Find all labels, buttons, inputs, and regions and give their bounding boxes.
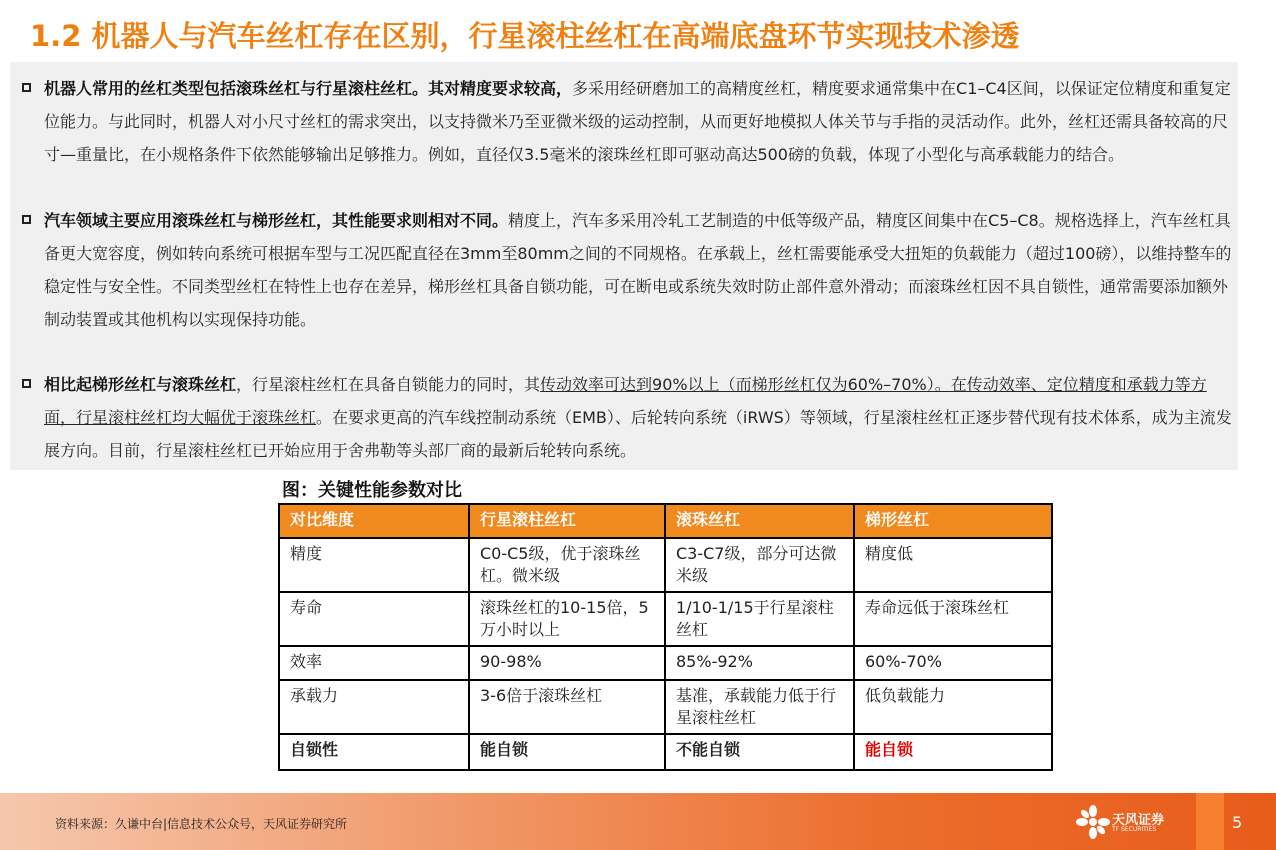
- flower-logo-icon: [1076, 805, 1110, 839]
- table-header-cell: 对比维度: [279, 504, 469, 538]
- logo-name: 天风证券: [1112, 813, 1165, 828]
- table-cell: 承载力: [279, 680, 469, 734]
- table-cell: 自锁性: [279, 734, 469, 770]
- bullet-compare-underline: 传动效率可达到90%以上（而梯形丝杠仅为60%–70%）。在传动效率、定位精度和承载力等方面，行星滚柱丝杠均大幅优于滚珠丝杠: [44, 375, 1207, 427]
- table-cell: 90-98%: [469, 646, 665, 680]
- table-cell: 不能自锁: [665, 734, 854, 770]
- table-cell: 寿命远低于滚珠丝杠: [854, 592, 1052, 646]
- table-cell: 效率: [279, 646, 469, 680]
- table-header-cell: 滚珠丝杠: [665, 504, 854, 538]
- table-row: [279, 734, 1052, 770]
- logo-subtitle: TF SECURITIES: [1112, 826, 1157, 833]
- table-header-cell: 行星滚柱丝杠: [469, 504, 665, 538]
- table-cell: C3-C7级，部分可达微米级: [665, 538, 854, 592]
- table-cell: 寿命: [279, 592, 469, 646]
- bullet-robot-text: 多采用经研磨加工的高精度丝杠，精度要求通常集中在C1–C4区间，以保证定位精度和重复定位能力。与此同时，机器人对小尺寸丝杠的需求突出，以支持微米乃至亚微米级的运动控制，从而更好地模拟人体关节与手指的灵活动作。此外，丝杠还需具备较高的尺寸—重量比，在小规格条件下依然能够输出足够推力。例如，直径仅3.5毫米的滚珠丝杠即可驱动高达500磅的负载，体现了小型化与高承载能力的结合。: [44, 79, 1231, 164]
- table-cell: 60%-70%: [854, 646, 1052, 680]
- page-number: 5: [1232, 813, 1243, 832]
- table-row: [279, 592, 1052, 646]
- table-row: [279, 646, 1052, 680]
- page-number-box: [1196, 793, 1224, 850]
- bullet-compare: [22, 368, 1232, 467]
- bullet-auto-text: 精度上，汽车多采用冷轧工艺制造的中低等级产品，精度区间集中在C5–C8。规格选择上，汽车丝杠具备更大宽容度，例如转向系统可根据车型与工况匹配直径在3mm至80mm之间的不同规格。在承载上，丝杠需要能承受大扭矩的负载能力（超过100磅），以维持整车的稳定性与安全性。不同类型丝杠在特性上也存在差异，梯形丝杠具备自锁功能，可在断电或系统失效时防止部件意外滑动；而滚珠丝杠因不具自锁性，通常需要添加额外制动装置或其他机构以实现保持功能。: [44, 211, 1232, 329]
- footer-bar: [0, 793, 1276, 850]
- bullet-robot: [22, 72, 1232, 171]
- source-note: 资料来源：久谦中台|信息技术公众号，天风证券研究所: [55, 817, 348, 831]
- bullet-robot-bold: 机器人常用的丝杠类型包括滚珠丝杠与行星滚柱丝杠。其对精度要求较高，: [44, 79, 573, 98]
- table-header-cell: 梯形丝杠: [854, 504, 1052, 538]
- checkbox-square-icon: [22, 215, 31, 224]
- checkbox-square-icon: [22, 83, 31, 92]
- bullet-auto-bold: 汽车领域主要应用滚珠丝杠与梯形丝杠，其性能要求则相对不同。: [44, 211, 509, 230]
- table-cell: C0-C5级，优于滚珠丝杠。微米级: [469, 538, 665, 592]
- table-cell: 能自锁: [469, 734, 665, 770]
- table-cell: 精度: [279, 538, 469, 592]
- bullet-compare-text-b: 。在要求更高的汽车线控制动系统（EMB）、后轮转向系统（iRWS）等领域，行星滚柱丝杠正逐步替代现有技术体系，成为主流发展方向。目前，行星滚柱丝杠已开始应用于舍弗勒等头部厂商的最新后轮转向系统。: [44, 408, 1232, 460]
- table-cell: 低负载能力: [854, 680, 1052, 734]
- table-cell: 基准，承载能力低于行星滚柱丝杠: [665, 680, 854, 734]
- table-cell: 精度低: [854, 538, 1052, 592]
- figure-title: 图：关键性能参数对比: [282, 480, 462, 501]
- table-cell: 85%-92%: [665, 646, 854, 680]
- table-row: [279, 538, 1052, 592]
- table-cell-highlight: 能自锁: [854, 734, 1052, 770]
- checkbox-square-icon: [22, 379, 31, 388]
- company-logo: [1076, 805, 1176, 839]
- bullet-compare-bold: 相比起梯形丝杠与滚珠丝杠: [44, 375, 237, 394]
- table-row: [279, 680, 1052, 734]
- page-title: 1.2 机器人与汽车丝杠存在区别，行星滚柱丝杠在高端底盘环节实现技术渗透: [30, 19, 1020, 53]
- content-panel: [10, 62, 1238, 470]
- table-cell: 3-6倍于滚珠丝杠: [469, 680, 665, 734]
- table-cell: 1/10-1/15于行星滚柱丝杠: [665, 592, 854, 646]
- table-header-row: [279, 504, 1052, 538]
- comparison-table: [278, 503, 1053, 771]
- bullet-compare-text-a: ，行星滚柱丝杠在具备自锁能力的同时，其: [236, 375, 541, 394]
- bullet-auto: [22, 204, 1232, 336]
- table-cell: 滚珠丝杠的10-15倍，5万小时以上: [469, 592, 665, 646]
